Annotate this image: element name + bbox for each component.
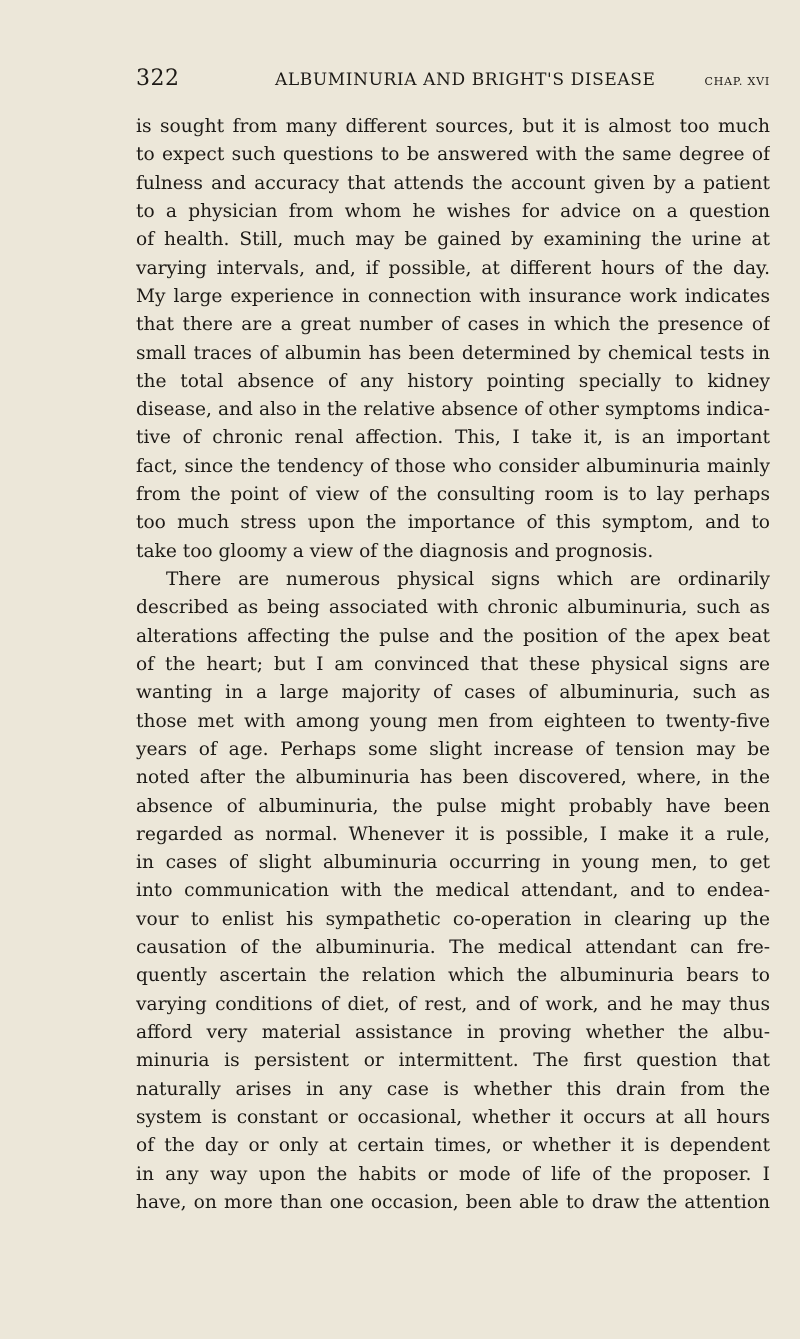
text-line: to expect such questions to be answered with the same degree of [136,144,770,166]
text-line: minuria is persistent or intermittent. The first question that [136,1050,770,1072]
text-line: varying intervals, and, if possible, at different hours of the day. [136,257,770,279]
text-line: vour to enlist his sympathetic co-operation in clearing up the [136,908,770,930]
running-title: ALBUMINURIA AND BRIGHT'S DISEASE [275,70,656,90]
chapter-label: CHAP. XVI [704,75,770,88]
text-line: tive of chronic renal affection. This, I take it, is an important [136,427,770,449]
text-line: that there are a great number of cases in which the presence of [136,314,770,336]
page-number: 322 [136,66,180,91]
text-line: to a physician from whom he wishes for advice on a question [136,200,770,222]
text-line: in any way upon the habits or mode of life of the proposer. I [136,1163,770,1185]
text-line: alterations affecting the pulse and the position of the apex beat [136,625,770,647]
text-line: of health. Still, much may be gained by examining the urine at [136,229,770,251]
text-line: absence of albuminuria, the pulse might probably have been [136,795,770,817]
text-line: have, on more than one occasion, been able to draw the attention [136,1191,770,1213]
text-line: in cases of slight albuminuria occurring in young men, to get [136,852,770,874]
text-line: years of age. Perhaps some slight increase of tension may be [136,738,770,760]
text-line: too much stress upon the importance of this symptom, and to [136,512,770,534]
text-line: quently ascertain the relation which the albuminuria bears to [136,965,770,987]
text-line: afford very material assistance in proving whether the albu- [136,1022,770,1043]
text-line: those met with among young men from eighteen to twenty-five [136,710,770,732]
text-line: system is constant or occasional, whether it occurs at all hours [136,1106,770,1128]
body-text [136,113,770,1217]
text-line: noted after the albuminuria has been discovered, where, in the [136,767,770,789]
text-line: of the day or only at certain times, or whether it is dependent [136,1135,770,1157]
text-line: wanting in a large majority of cases of albuminuria, such as [136,682,770,704]
text-line: from the point of view of the consulting room is to lay perhaps [136,484,770,506]
page-header [136,66,770,96]
text-line: varying conditions of diet, of rest, and of work, and he may thus [136,993,770,1015]
text-line: causation of the albuminuria. The medical attendant can fre- [136,937,770,959]
text-line: fact, since the tendency of those who consider albuminuria mainly [136,455,770,477]
text-line: the total absence of any history pointing specially to kidney [136,370,770,392]
text-line: is sought from many different sources, but it is almost too much [136,116,770,137]
text-line: take too gloomy a view of the diagnosis and prognosis. [136,540,654,562]
text-line: of the heart; but I am convinced that these physical signs are [136,653,770,675]
paragraph-start-line: There are numerous physical signs which are ordinarily [166,569,770,590]
text-line: small traces of albumin has been determined by chemical tests in [136,342,770,364]
text-line: into communication with the medical attendant, and to endea- [136,880,770,902]
text-line: fulness and accuracy that attends the account given by a patient [136,172,770,194]
text-line: naturally arises in any case is whether this drain from the [136,1078,770,1100]
text-line: regarded as normal. Whenever it is possible, I make it a rule, [136,823,770,845]
text-line: described as being associated with chronic albuminuria, such as [136,597,770,619]
text-line: disease, and also in the relative absence of other symptoms indica- [136,399,770,421]
text-line: My large experience in connection with insurance work indicates [136,285,770,307]
